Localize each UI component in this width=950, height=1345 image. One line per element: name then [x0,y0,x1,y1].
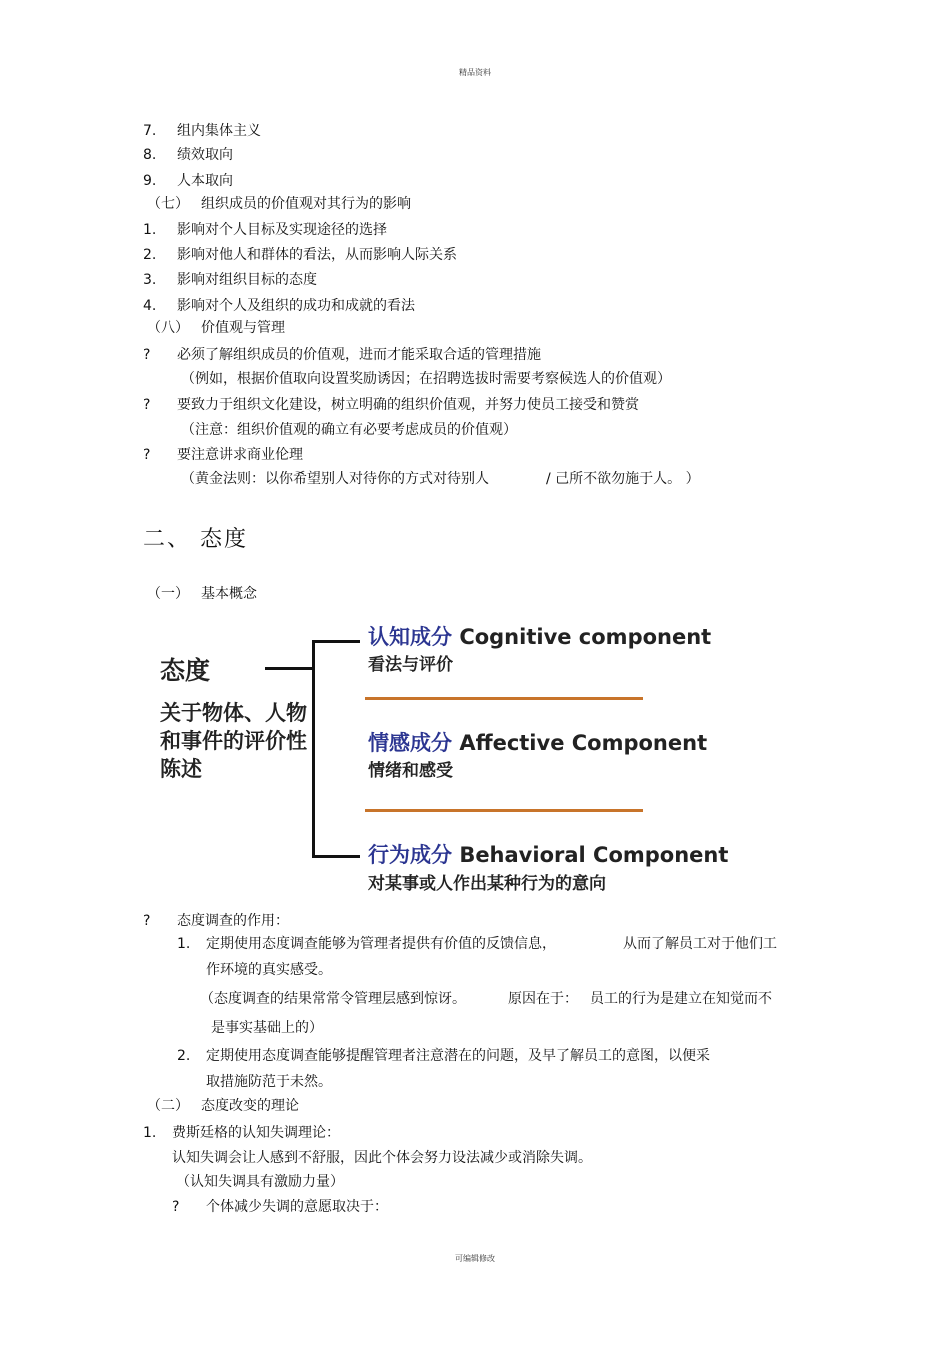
list-item: 影响对组织目标的态度 [177,272,317,288]
diagram-description: 关于物体、人物和事件的评价性陈述 [160,701,307,781]
bullet-note: / 己所不欲勿施于人。 ） [546,471,700,487]
section-title: 组织成员的价值观对其行为的影响 [201,196,411,212]
list-item: 影响对他人和群体的看法，从而影响人际关系 [177,247,457,263]
bullet-text: 个体减少失调的意愿取决于： [206,1199,388,1215]
list-item: 组内集体主义 [177,123,261,139]
list-item: 影响对个人目标及实现途径的选择 [177,222,387,238]
list-item: 作环境的真实感受。 [206,962,332,978]
attitude-diagram [150,615,750,900]
bullet-mark: ? [143,347,151,363]
component-zh: 认知成分 [368,625,452,649]
note-text: 原因在于： [508,991,578,1007]
list-item-number: 1. [177,936,191,952]
component-divider [365,697,643,700]
component-zh: 情感成分 [368,731,452,755]
component-zh: 行为成分 [368,843,452,867]
note-text: 员工的行为是建立在知觉而不 [590,991,772,1007]
bullet-text: 必须了解组织成员的价值观，进而才能采取合适的管理措施 [177,347,541,363]
list-item-number: 7. [143,123,157,139]
section-title: 态度改变的理论 [201,1098,299,1114]
section-label: （二） [147,1098,189,1114]
body-text: 认知失调会让人感到不舒服，因此个体会努力设法减少或消除失调。 [172,1150,592,1166]
page-footer: 可编辑修改 [455,1254,495,1263]
component-description: 看法与评价 [368,655,453,675]
list-item-number: 9. [143,173,157,189]
list-item: 定期使用态度调查能够提醒管理者注意潜在的问题，及早了解员工的意图，以便采 [206,1048,710,1064]
list-item: 费斯廷格的认知失调理论： [172,1125,340,1141]
bracket-vertical [312,640,315,858]
component-divider [365,809,643,812]
section-label: （八） [147,320,189,336]
bullet-text: 要注意讲求商业伦理 [177,447,303,463]
bullet-text: 态度调查的作用： [177,913,289,929]
list-item: 影响对个人及组织的成功和成就的看法 [177,298,415,314]
note-text: 是事实基础上的） [211,1020,323,1036]
component-en: Affective Component [459,731,708,755]
section-label: （一） [147,586,189,602]
list-item: 人本取向 [177,173,233,189]
diagram-title: 态度 [160,656,211,685]
component-en: Cognitive component [459,625,712,649]
component-en: Behavioral Component [459,843,729,867]
component-heading [368,621,711,651]
list-item-number: 2. [177,1048,191,1064]
list-item-number: 3. [143,272,157,288]
bullet-note: （例如，根据价值取向设置奖励诱因；在招聘选拔时需要考察候选人的价值观） [181,371,671,387]
component-heading [368,839,728,869]
list-item: 定期使用态度调查能够为管理者提供有价值的反馈信息， [206,936,556,952]
bracket-bottom [312,855,360,858]
list-item: 取措施防范于未然。 [206,1074,332,1090]
chapter-title: 二、 态度 [143,527,248,552]
component-description: 情绪和感受 [368,761,453,781]
body-text: （认知失调具有激励力量） [176,1174,344,1190]
bullet-mark: ? [143,913,151,929]
section-label: （七） [147,196,189,212]
bracket-connector [265,667,315,670]
bullet-note: （黄金法则：以你希望别人对待你的方式对待别人 [181,471,489,487]
component-heading [368,727,707,757]
section-title: 价值观与管理 [201,320,285,336]
bracket-top [312,640,360,643]
component-description: 对某事或人作出某种行为的意向 [368,874,606,894]
list-item-number: 8. [143,147,157,163]
bullet-text: 要致力于组织文化建设，树立明确的组织价值观，并努力使员工接受和赞赏 [177,397,639,413]
note-text: （态度调查的结果常常令管理层感到惊讶。 [200,991,466,1007]
bullet-mark: ? [143,447,151,463]
list-item: 从而了解员工对于他们工 [623,936,777,952]
list-item-number: 1. [143,222,157,238]
bullet-mark: ? [143,397,151,413]
bullet-mark: ? [172,1199,180,1215]
bullet-note: （注意：组织价值观的确立有必要考虑成员的价值观） [181,422,517,438]
page-header: 精品资料 [459,68,491,77]
list-item-number: 1. [143,1125,157,1141]
list-item-number: 2. [143,247,157,263]
list-item: 绩效取向 [177,147,233,163]
list-item-number: 4. [143,298,157,314]
section-title: 基本概念 [201,586,257,602]
